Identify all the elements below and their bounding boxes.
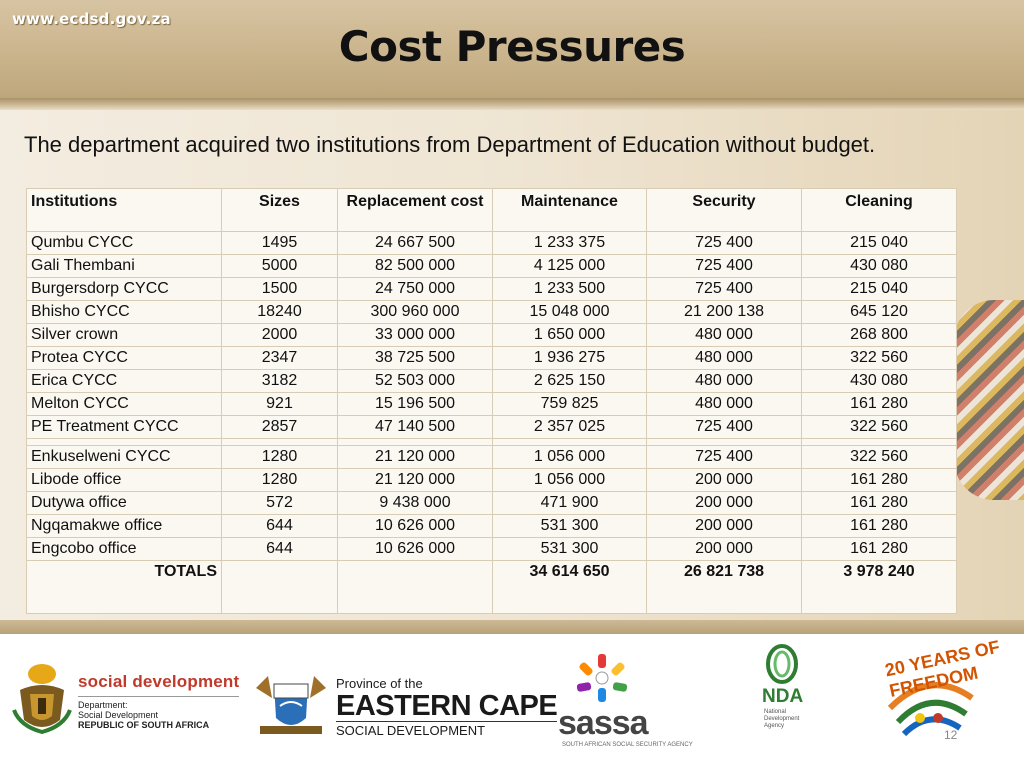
table-cell: 200 000 [647,492,802,515]
column-header: Replacement cost [338,189,493,232]
table-row [27,538,957,561]
table-cell: 82 500 000 [338,255,493,278]
table-cell: 1 056 000 [493,446,647,469]
institution-name: Ngqamakwe office [27,515,222,538]
table-cell: 725 400 [647,255,802,278]
totals-replacement [338,561,493,614]
table-cell: 52 503 000 [338,370,493,393]
table-row [27,301,957,324]
table-row [27,393,957,416]
table-cell: 1 056 000 [493,469,647,492]
table-cell: 215 040 [802,278,957,301]
table-cell: 24 667 500 [338,232,493,255]
column-header: Security [647,189,802,232]
table-cell: 1 233 375 [493,232,647,255]
column-header: Institutions [27,189,222,232]
table-row [27,278,957,301]
nda-subtitle: National Development Agency [764,709,800,729]
footer-divider [0,620,1024,634]
table-cell: 430 080 [802,370,957,393]
table-header-row [27,189,957,232]
institution-name: Gali Thembani [27,255,222,278]
totals-security: 26 821 738 [647,561,802,614]
sassa-tagline: SOUTH AFRICAN SOCIAL SECURITY AGENCY [562,742,693,748]
table-cell: 322 560 [802,416,957,439]
totals-label: TOTALS [27,561,222,614]
table-row [27,469,957,492]
table-cell: 161 280 [802,469,957,492]
table-cell: 24 750 000 [338,278,493,301]
table-cell: 759 825 [493,393,647,416]
table-cell: 644 [222,515,338,538]
table-cell: 1500 [222,278,338,301]
table-cell: 18240 [222,301,338,324]
eastern-cape-crest-icon [250,668,332,742]
table-cell: 15 196 500 [338,393,493,416]
table-cell: 725 400 [647,232,802,255]
totals-sizes [222,561,338,614]
table-row [27,416,957,439]
institution-name: Qumbu CYCC [27,232,222,255]
table-cell: 300 960 000 [338,301,493,324]
table-cell: 5000 [222,255,338,278]
page-number: 12 [944,728,958,742]
table-cell: 1 233 500 [493,278,647,301]
totals-row [27,561,957,614]
table-cell: 644 [222,538,338,561]
table-cell: 725 400 [647,278,802,301]
table-row [27,347,957,370]
table-cell: 480 000 [647,347,802,370]
table-cell: 725 400 [647,416,802,439]
table-cell: 480 000 [647,370,802,393]
column-header: Sizes [222,189,338,232]
table-cell: 10 626 000 [338,538,493,561]
nda-emblem-icon [758,644,806,686]
table-spacer [27,439,957,446]
header-divider [0,98,1024,110]
table-cell: 47 140 500 [338,416,493,439]
table-row [27,446,957,469]
cost-table [26,188,957,614]
table-cell: 2347 [222,347,338,370]
table-cell: 38 725 500 [338,347,493,370]
table-cell: 268 800 [802,324,957,347]
table-cell: 1280 [222,446,338,469]
table-cell: 200 000 [647,538,802,561]
table-cell: 21 120 000 [338,446,493,469]
institution-name: Dutywa office [27,492,222,515]
table-cell: 3182 [222,370,338,393]
table-cell: 21 200 138 [647,301,802,324]
institution-name: Melton CYCC [27,393,222,416]
institution-name: Silver crown [27,324,222,347]
table-cell: 200 000 [647,469,802,492]
eastern-cape-logo: Province of the EASTERN CAPE SOCIAL DEVELOPMENT [336,676,558,738]
table-cell: 33 000 000 [338,324,493,347]
table-cell: 531 300 [493,538,647,561]
totals-maintenance: 34 614 650 [493,561,647,614]
table-cell: 645 120 [802,301,957,324]
totals-cleaning: 3 978 240 [802,561,957,614]
institution-name: Burgersdorp CYCC [27,278,222,301]
table-cell: 725 400 [647,446,802,469]
beadwork-decoration [954,300,1024,500]
table-cell: 4 125 000 [493,255,647,278]
table-cell: 10 626 000 [338,515,493,538]
table-cell: 200 000 [647,515,802,538]
institution-name: Engcobo office [27,538,222,561]
table-cell: 1 650 000 [493,324,647,347]
table-cell: 572 [222,492,338,515]
table-cell: 2000 [222,324,338,347]
table-cell: 21 120 000 [338,469,493,492]
column-header: Maintenance [493,189,647,232]
table-row [27,255,957,278]
table-cell: 161 280 [802,393,957,416]
table-cell: 161 280 [802,492,957,515]
table-cell: 1280 [222,469,338,492]
table-cell: 9 438 000 [338,492,493,515]
table-cell: 215 040 [802,232,957,255]
table-cell: 430 080 [802,255,957,278]
table-cell: 1 936 275 [493,347,647,370]
slide-subtitle: The department acquired two institutions from Department of Education without budget. [24,132,876,157]
table-cell: 322 560 [802,347,957,370]
table-cell: 161 280 [802,538,957,561]
coat-of-arms-icon [10,660,74,736]
table-row [27,515,957,538]
nda-logo: NDA [762,686,804,707]
table-row [27,370,957,393]
table-cell: 2857 [222,416,338,439]
institution-name: Protea CYCC [27,347,222,370]
column-header: Cleaning [802,189,957,232]
table-cell: 15 048 000 [493,301,647,324]
table-cell: 531 300 [493,515,647,538]
institution-name: Erica CYCC [27,370,222,393]
institution-name: Libode office [27,469,222,492]
social-development-logo: social development Department: Social Development REPUBLIC OF SOUTH AFRICA [78,672,240,730]
table-cell: 921 [222,393,338,416]
table-cell: 2 357 025 [493,416,647,439]
table-cell: 1495 [222,232,338,255]
table-cell: 322 560 [802,446,957,469]
institution-name: Enkuselweni CYCC [27,446,222,469]
table-cell: 2 625 150 [493,370,647,393]
table-row [27,232,957,255]
table-row [27,324,957,347]
institution-name: PE Treatment CYCC [27,416,222,439]
table-cell: 480 000 [647,393,802,416]
freedom-anniversary-label: 20 YEARS OF FREEDOM [883,636,1002,701]
institution-name: Bhisho CYCC [27,301,222,324]
website-url: www.ecdsd.gov.za [12,10,171,28]
page-title: Cost Pressures [338,22,686,71]
table-row [27,492,957,515]
table-cell: 471 900 [493,492,647,515]
table-cell: 480 000 [647,324,802,347]
sassa-hands-icon [572,652,632,704]
table-cell: 161 280 [802,515,957,538]
sassa-logo: sassa [558,704,648,742]
